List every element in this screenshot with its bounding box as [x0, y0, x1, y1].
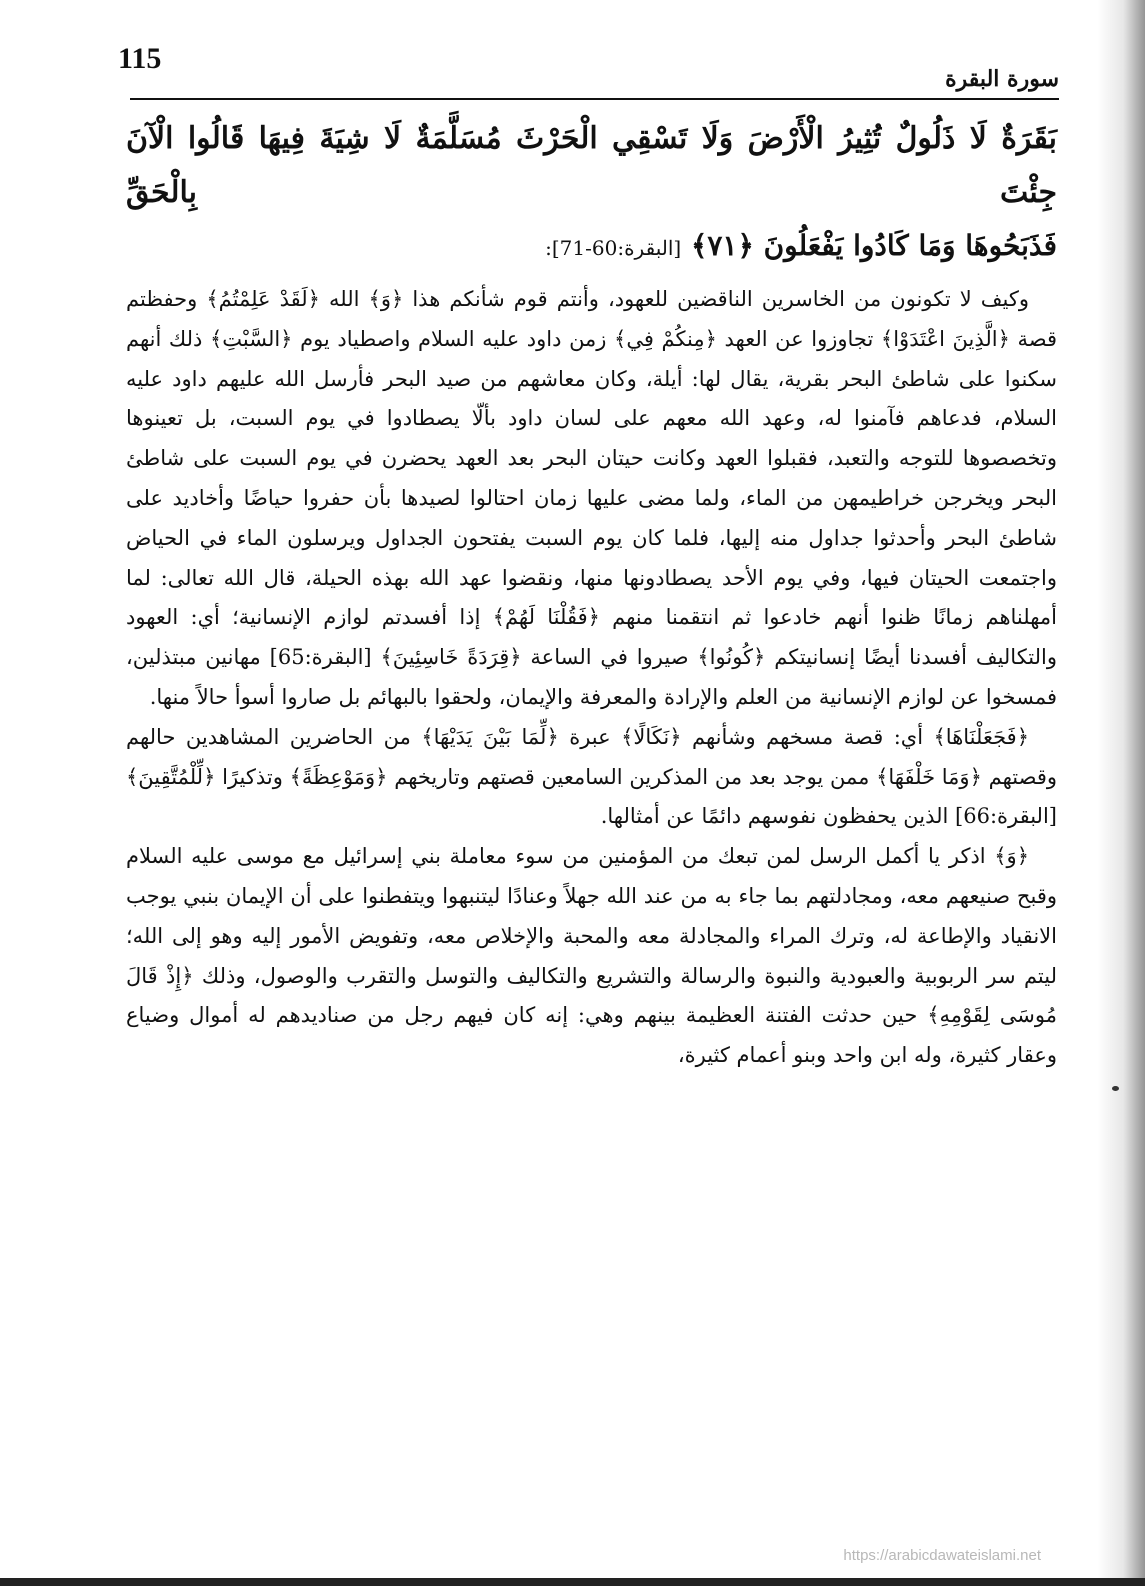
quran-verse-line-1: بَقَرَةٌ لَا ذَلُولٌ تُثِيرُ الْأَرْضَ وَلَا تَسْقِي الْحَرْثَ مُسَلَّمَةٌ لَا شِيَةَ فِيهَا قَالُوا الْآنَ جِئْتَ بِالْحَقِّ [126, 121, 1057, 210]
commentary-paragraph-3: ﴿وَ﴾ اذكر يا أكمل الرسل لمن تبعك من المؤمنين من سوء معاملة بني إسرائيل مع موسى عليه السلام وقبح صنيعهم معه، ومجادلتهم بما جاء به من عند الله جهلاً وعنادًا ليتنبهوا ويتفطنوا على أن الإيمان بنبي يوجب الانقياد والإطاعة له، وترك المراء والمجادلة معه والمحبة والإخلاص معه، وتفويض الأمور إليه وهو إلى الله؛ ليتم سر الربوبية والعبودية والنبوة والرسالة والتشريع والتكاليف والتوسل والتقرب والوصول، وذلك ﴿إِذْ قَالَ مُوسَى لِقَوْمِهِ﴾ حين حدثت الفتنة العظيمة بينهم وهي: إنه كان فيهم رجل من صناديدهم له أموال وضياع وعقار كثيرة، وله ابن واحد وبنو أعمام كثيرة، [126, 844, 1057, 1068]
running-header: سورة البقرة [945, 66, 1059, 92]
commentary-paragraph-2: ﴿فَجَعَلْنَاهَا﴾ أي: قصة مسخهم وشأنهم ﴿نَكَالًا﴾ عبرة ﴿لِّمَا بَيْنَ يَدَيْهَا﴾ من الحاضرين المشاهدين حالهم وقصتهم ﴿وَمَا خَلْفَهَا﴾ ممن يوجد بعد من المذكرين السامعين قصتهم وتاريخهم ﴿وَمَوْعِظَةً﴾ وتذكيرًا ﴿لِّلْمُتَّقِينَ﴾ [البقرة:66] الذين يحفظون نفوسهم دائمًا عن أمثالها. [126, 724, 1057, 829]
watermark-url: https://arabicdawateislami.net [843, 1547, 1041, 1564]
page-body [126, 112, 1057, 1076]
scan-speck [1112, 1086, 1119, 1091]
page-edge-shadow [1097, 0, 1145, 1586]
header-rule [130, 98, 1059, 100]
quran-verse-line-2 [126, 220, 1057, 274]
verse-reference: [البقرة:60-71]: [545, 236, 682, 260]
quran-verse-text: فَذَبَحُوهَا وَمَا كَادُوا يَفْعَلُونَ ﴿٧١﴾ [690, 229, 1057, 262]
bottom-scan-edge [0, 1578, 1145, 1586]
page-number: 115 [118, 42, 162, 75]
commentary-paragraph-1: وكيف لا تكونون من الخاسرين الناقضين للعهود، وأنتم قوم شأنكم هذا ﴿وَ﴾ الله ﴿لَقَدْ عَلِمْتُمُ﴾ وحفظتم قصة ﴿الَّذِينَ اعْتَدَوْا﴾ تجاوزوا عن العهد ﴿مِنكُمْ فِي﴾ زمن داود عليه السلام واصطياد يوم ﴿السَّبْتِ﴾ ذلك أنهم سكنوا على شاطئ البحر بقرية، يقال لها: أيلة، وكان معاشهم من صيد البحر فأرسل الله عليهم داود عليه السلام، فدعاهم فآمنوا له، وعهد الله معهم على لسان داود بألّا يصطادوا في يوم السبت، بل تعينوها وتخصصوها للتوجه والتعبد، فقبلوا العهد وكانت حيتان البحر بعد العهد يحضرن في يوم السبت على شاطئ البحر ويخرجن خراطيمهن من الماء، ولما مضى عليها زمان احتالوا لصيدها بأن حفروا حياضًا وأخاديد على شاطئ البحر وأحدثوا جداول منه إليها، فلما كان يوم السبت يفتحون الجداول ويرسلون الماء في الحياض واجتمعت الحيتان فيها، وفي يوم الأحد يصطادونها منها، ونقضوا عهد الله بهذه الحيلة، قال الله تعالى: لما أمهلناهم زمانًا ظنوا أنهم خادعوا ثم انتقمنا منهم ﴿فَقُلْنَا لَهُمْ﴾ إذا أفسدتم لوازم الإنسانية؛ أي: العهود والتكاليف أفسدنا أيضًا إنسانيتكم ﴿كُونُوا﴾ صيروا في الساعة ﴿قِرَدَةً خَاسِئِينَ﴾ [البقرة:65] مهانين مبتذلين، فمسخوا عن لوازم الإنسانية من العلم والإرادة والمعرفة والإيمان، ولحقوا بالبهائم بل صاروا أسوأ حالاً منها. [126, 287, 1058, 709]
